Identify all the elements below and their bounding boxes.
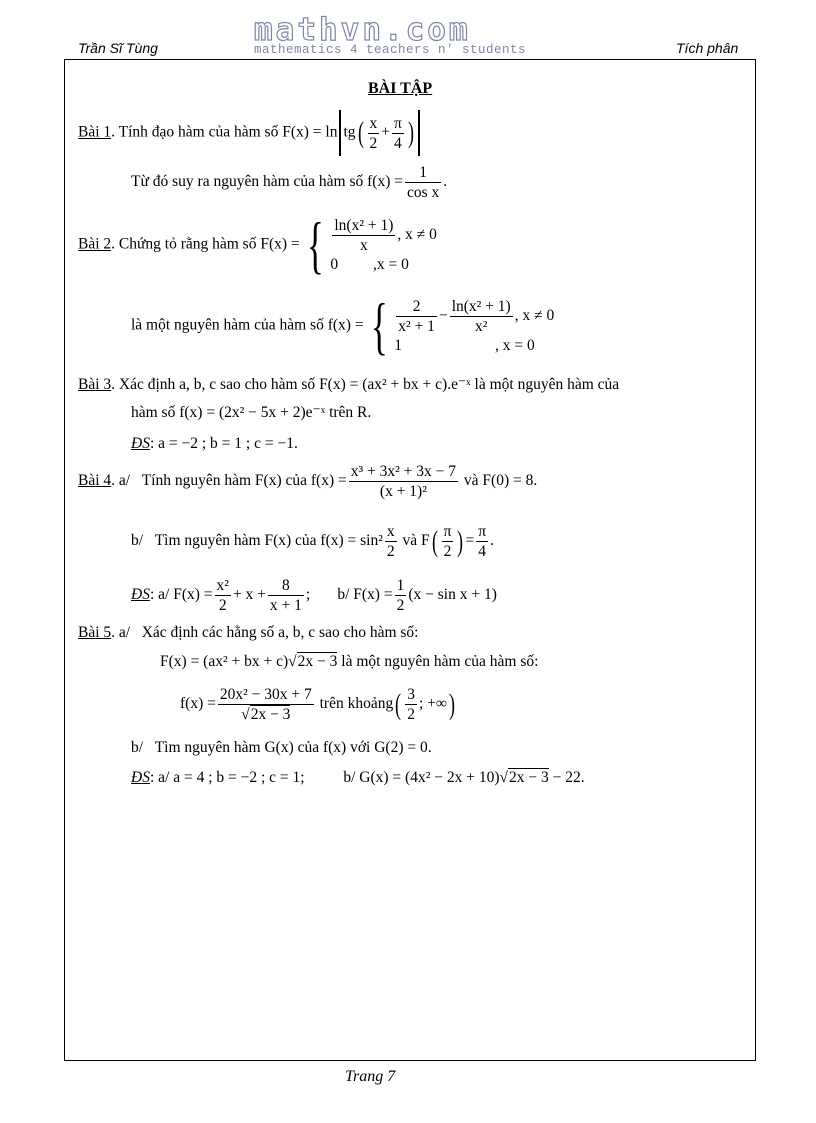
bai1-Fx: F(x) = ln bbox=[282, 123, 338, 141]
bai1-line1: Bài 1. Tính đạo hàm của hàm số F(x) = ln tg( $\frac{x}{2}$ + $\frac{\pi}{4}$ ) bbox=[78, 110, 422, 156]
bai5-line2: F(x) = (ax² + bx + c)√2x − 3 là một nguyên hàm của hàm số: bbox=[160, 653, 539, 670]
topic-name: Tích phân bbox=[676, 40, 739, 56]
author-name: Trần Sĩ Tùng bbox=[78, 40, 158, 56]
bai1-label: Bài 1 bbox=[78, 123, 112, 141]
bai2-line2: là một nguyên hàm của hàm số f(x) = { $\frac{2}{\text{x² + 1}}$ − $\frac{\text{ln(x² + 1)}}{\text{x²}}$ , x ≠ 0 1 , x = 0 bbox=[131, 290, 555, 361]
bai4-line1: Bài 4. a/ Tính nguyên hàm F(x) của f(x) = $\frac{\text{x³ + 3x² + 3x − 7}}{\text{(x + 1)²}}$ và F(0) = 8. bbox=[78, 463, 538, 500]
bai3-line2: hàm số f(x) = (2x² − 5x + 2)e⁻ˣ trên R. bbox=[131, 404, 372, 421]
bai4-answer: ĐS: a/ F(x) = $\frac{\text{x²}}{2}$ + x + $\frac{8}{x + 1}$ ; b/ F(x) = $\frac{1}{2}$ (x − sin x + 1) bbox=[131, 577, 497, 614]
bai5-line3: f(x) = $\frac{\text{20x² − 30x + 7}}{√2x - 3}$ trên khoảng( $\frac{3}{2}$ ; +∞) bbox=[180, 686, 455, 723]
bai5-answer: ĐS: a/ a = 4 ; b = −2 ; c = 1; b/ G(x) = (4x² − 2x + 10)√2x − 3 − 22. bbox=[131, 769, 585, 786]
logo-tagline: mathematics 4 teachers n' students bbox=[254, 43, 527, 57]
bai4-label: Bài 4 bbox=[78, 472, 112, 490]
bai1-text2: Từ đó suy ra nguyên hàm của hàm số bbox=[131, 173, 364, 191]
bai3-label: Bài 3 bbox=[78, 376, 112, 393]
bai5-line1: Bài 5. a/ Xác định các hằng số a, b, c sao cho hàm số: bbox=[78, 624, 419, 641]
bai5-line4: b/ Tìm nguyên hàm G(x) của f(x) với G(2) = 0. bbox=[131, 739, 432, 756]
page-number: Trang 7 bbox=[345, 1068, 396, 1085]
bai3-answer: ĐS: a = −2 ; b = 1 ; c = −1. bbox=[131, 435, 298, 452]
bai2-label: Bài 2 bbox=[78, 235, 112, 253]
bai1-text: . Tính đạo hàm của hàm số bbox=[111, 123, 279, 141]
bai1-tg: tg bbox=[343, 123, 356, 141]
bai1-line2: Từ đó suy ra nguyên hàm của hàm số f(x) = $\frac{1}{\text{cos x}}$ . bbox=[131, 164, 448, 201]
bai4-line2: b/ Tìm nguyên hàm F(x) của f(x) = sin² $\frac{x}{2}$ và F( $\frac{\pi}{2}$ ) = $\frac{\pi}{4}$ . bbox=[131, 523, 494, 560]
logo-wordmark: mathvn.com bbox=[254, 12, 471, 48]
bai3-line1: Bài 3. Xác định a, b, c sao cho hàm số F(x) = (ax² + bx + c).e⁻ˣ là một nguyên hàm của bbox=[78, 376, 620, 393]
bai2-line1: Bài 2. Chứng tỏ rằng hàm số F(x) = { $\frac{\text{ln(x² + 1)}}{x}$ , x ≠ 0 0 ,x = 0 bbox=[78, 209, 437, 280]
page-title: BÀI TẬP bbox=[368, 80, 433, 97]
bai5-label: Bài 5 bbox=[78, 624, 112, 641]
